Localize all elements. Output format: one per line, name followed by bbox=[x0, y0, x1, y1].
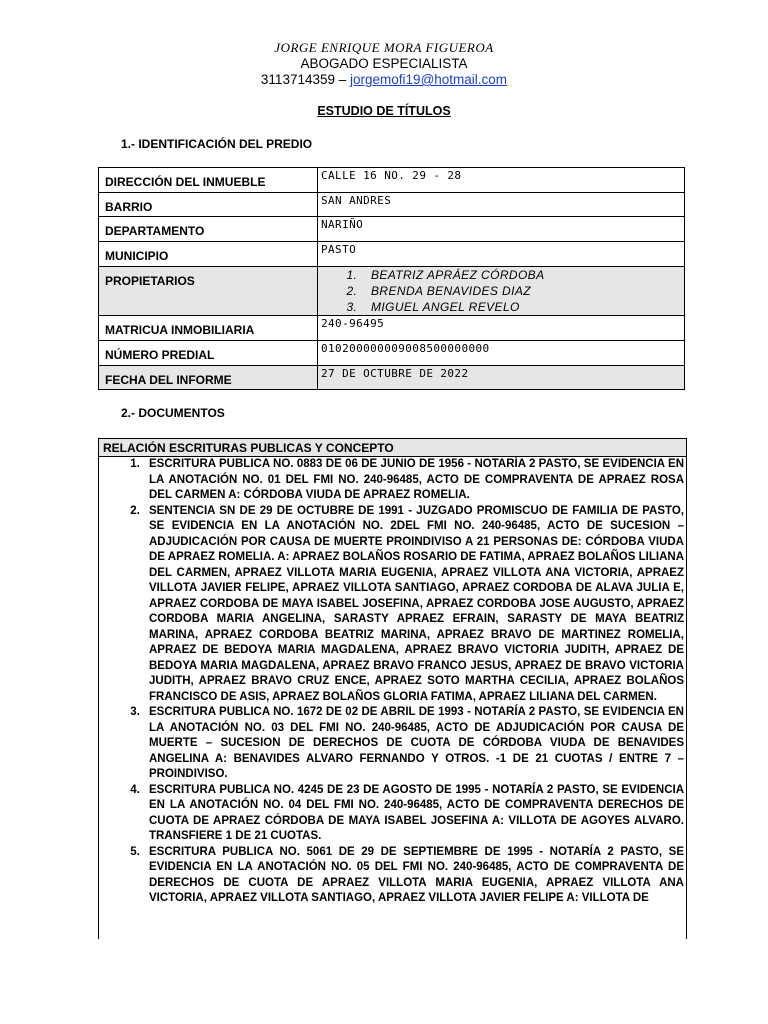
owners-list bbox=[321, 267, 684, 315]
list-item: 2. BRENDA BENAVIDES DIAZ bbox=[361, 283, 684, 299]
section-heading-documentos: 2.- DOCUMENTOS bbox=[121, 406, 225, 420]
municipio-label: MUNICIPIO bbox=[99, 242, 318, 267]
documents-box bbox=[98, 438, 687, 939]
matricula-label: MATRICUA INMOBILIARIA bbox=[99, 316, 318, 341]
table-row bbox=[99, 341, 685, 366]
predial-label: NÚMERO PREDIAL bbox=[99, 341, 318, 366]
document-title: ESTUDIO DE TÍTULOS bbox=[317, 104, 451, 118]
table-row bbox=[99, 242, 685, 267]
contact-line bbox=[0, 72, 768, 88]
list-item: 3. ESCRITURA PUBLICA NO. 1672 DE 02 DE ABRIL DE 1993 - NOTARÍA 2 PASTO, SE EVIDENCIA EN LA ANOTACIÓN NO. 03 DEL FMI NO. 240-96485, ACTO DE ADJUDICACIÓN POR CAUSA DE MUERTE – SUCESION DE DERECHOS DE CUOTA DE CÓRDOBA VIUDA DE BENAVIDES ANGELINA A: BENAVIDES ALVARO FERNANDO Y OTROS. -1 DE 21 CUOTAS / ENTRE 7 – PROINDIVISO. bbox=[143, 705, 684, 783]
matricula-value: 240-96495 bbox=[318, 316, 685, 341]
direccion-label: DIRECCIÓN DEL INMUEBLE bbox=[99, 168, 318, 193]
municipio-value: PASTO bbox=[318, 242, 685, 267]
departamento-value: NARIÑO bbox=[318, 217, 685, 242]
fecha-value: 27 DE OCTUBRE DE 2022 bbox=[318, 366, 685, 390]
direccion-value: CALLE 16 NO. 29 - 28 bbox=[318, 168, 685, 193]
phone-number: 3113714359 – bbox=[260, 72, 347, 87]
table-row bbox=[99, 217, 685, 242]
lawyer-name: JORGE ENRIQUE MORA FIGUEROA bbox=[274, 40, 494, 55]
lawyer-title: ABOGADO ESPECIALISTA bbox=[300, 56, 468, 71]
predial-value: 010200000009008500000000 bbox=[318, 341, 685, 366]
documents-list bbox=[99, 457, 686, 907]
documents-header: RELACIÓN ESCRITURAS PUBLICAS Y CONCEPTO bbox=[99, 439, 686, 457]
propietarios-label: PROPIETARIOS bbox=[99, 267, 318, 316]
list-item: 4. ESCRITURA PUBLICA NO. 4245 DE 23 DE AGOSTO DE 1995 - NOTARÍA 2 PASTO, SE EVIDENCIA EN LA ANOTACIÓN NO. 04 DEL FMI NO. 240-96485, ACTO DE COMPRAVENTA DERECHOS DE CUOTA DE APRAEZ CÓRDOBA DE MAYA ISABEL JOSEFINA A: VILLOTA DE AGOYES ALVARO. TRANSFIERE 1 DE 21 CUOTAS. bbox=[143, 783, 684, 845]
section-heading-identificacion: 1.- IDENTIFICACIÓN DEL PREDIO bbox=[121, 137, 313, 151]
property-info-table bbox=[98, 167, 685, 390]
table-row bbox=[99, 193, 685, 217]
table-row bbox=[99, 316, 685, 341]
letterhead bbox=[0, 40, 768, 88]
table-row bbox=[99, 168, 685, 193]
list-item: 2. SENTENCIA SN DE 29 DE OCTUBRE DE 1991 - JUZGADO PROMISCUO DE FAMILIA DE PASTO, SE EVIDENCIA EN LA ANOTACIÓN NO. 2DEL FMI NO. 240-96485, ACTO DE SUCESION – ADJUDICACIÓN POR CAUSA DE MUERTE PROINDIVISO A 21 PERSONAS DE: CÓRDOBA VIUDA DE APRAEZ ROMELIA. A: APRAEZ BOLAÑOS ROSARIO DE FATIMA, APRAEZ BOLAÑOS LILIANA DEL CARMEN, APRAEZ VILLOTA MARIA EUGENIA, APRAEZ VILLOTA ANA VICTORIA, APRAEZ VILLOTA JAVIER FELIPE, APRAEZ VILLOTA SANTIAGO, APRAEZ CORDOBA DE ALAVA JULIA E, APRAEZ CORDOBA DE MAYA ISABEL JOSEFINA, APRAEZ CORDOBA JOSE AUGUSTO, APRAEZ CORDOBA MARIA ANGELINA, SARASTY APRAEZ EFRAIN, SARASTY DE MAYA BEATRIZ MARINA, APRAEZ CORDOBA BEATRIZ MARINA, APRAEZ BRAVO DE MARTINEZ ROMELIA, APRAEZ DE BEDOYA MARIA MAGDALENA, APRAEZ BRAVO VICTORIA JUDITH, APRAEZ DE BEDOYA MARIA MAGDALENA, APRAEZ BRAVO FRANCO JESUS, APRAEZ DE BRAVO VICTORIA JUDITH, APRAEZ BRAVO CRUZ ENCE, APRAEZ SOTO MARTHA CECILIA, APRAEZ BOLAÑOS FRANCISCO DE ASIS, APRAEZ BOLAÑOS GLORIA FATIMA, APRAEZ LILIANA DEL CARMEN. bbox=[143, 504, 684, 706]
propietarios-value bbox=[318, 267, 685, 316]
list-item: 1. ESCRITURA PUBLICA NO. 0883 DE 06 DE JUNIO DE 1956 - NOTARÍA 2 PASTO, SE EVIDENCIA EN LA ANOTACIÓN NO. 01 DEL FMI NO. 240-96485, ACTO DE COMPRAVENTA DE APRAEZ ROSA DEL CARMEN A: CÓRDOBA VIUDA DE APRAEZ ROMELIA. bbox=[143, 457, 684, 504]
list-item: 1. BEATRIZ APRÁEZ CÓRDOBA bbox=[361, 267, 684, 283]
fecha-label: FECHA DEL INFORME bbox=[99, 366, 318, 390]
departamento-label: DEPARTAMENTO bbox=[99, 217, 318, 242]
list-item: 5. ESCRITURA PUBLICA NO. 5061 DE 29 DE SEPTIEMBRE DE 1995 - NOTARÍA 2 PASTO, SE EVIDENCIA EN LA ANOTACIÓN NO. 05 DEL FMI NO. 240-96485, ACTO DE COMPRAVENTA DE DERECHOS DE CUOTA DE APRAEZ VILLOTA MARIA EUGENIA, APRAEZ VILLOTA ANA VICTORIA, APRAEZ VILLOTA SANTIAGO, APRAEZ VILLOTA JAVIER FELIPE A: VILLOTA DE bbox=[143, 845, 684, 907]
barrio-label: BARRIO bbox=[99, 193, 318, 217]
barrio-value: SAN ANDRES bbox=[318, 193, 685, 217]
list-item: 3. MIGUEL ANGEL REVELO bbox=[361, 299, 684, 315]
table-row bbox=[99, 366, 685, 390]
email-link[interactable]: jorgemofi19@hotmail.com bbox=[350, 72, 508, 87]
table-row bbox=[99, 267, 685, 316]
